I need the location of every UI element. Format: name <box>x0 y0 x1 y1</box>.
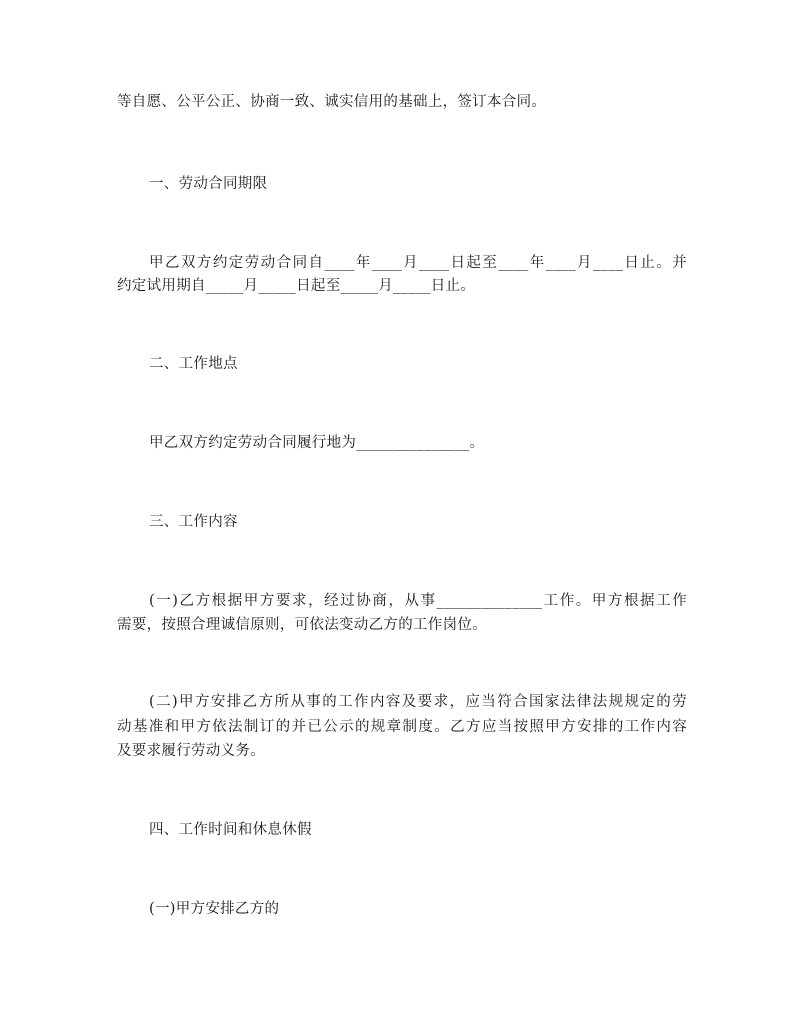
paragraph-line: (二)甲方安排乙方所从事的工作内容及要求，应当符合国家法律法规规定的劳 <box>149 694 687 710</box>
paragraph-line: 动基准和甲方依法制订的并已公示的规章制度。乙方应当按照甲方安排的工作内容 <box>117 719 687 735</box>
paragraph-line: (一)甲方安排乙方的 <box>149 901 280 917</box>
section-heading-work-location: 二、工作地点 <box>149 356 238 372</box>
paragraph-line: 及要求履行劳动义务。 <box>117 743 265 759</box>
section-heading-contract-term: 一、劳动合同期限 <box>149 176 268 192</box>
section-heading-working-hours: 四、工作时间和休息休假 <box>149 822 312 838</box>
paragraph-line: 甲乙双方约定劳动合同履行地为_______________。 <box>149 435 485 451</box>
section-heading-work-content: 三、工作内容 <box>149 514 238 530</box>
paragraph-line: 需要，按照合理诚信原则，可依法变动乙方的工作岗位。 <box>117 617 487 633</box>
paragraph-line: 约定试用期自_____月_____日起至_____月_____日止。 <box>117 278 476 294</box>
paragraph-line: (一)乙方根据甲方要求，经过协商，从事______________工作。甲方根据工作 <box>149 593 687 609</box>
paragraph-line: 甲乙双方约定劳动合同自____年____月____日起至____年____月____日止。并 <box>149 255 687 271</box>
intro-text-line: 等自愿、公平公正、协商一致、诚实信用的基础上，签订本合同。 <box>117 94 547 110</box>
